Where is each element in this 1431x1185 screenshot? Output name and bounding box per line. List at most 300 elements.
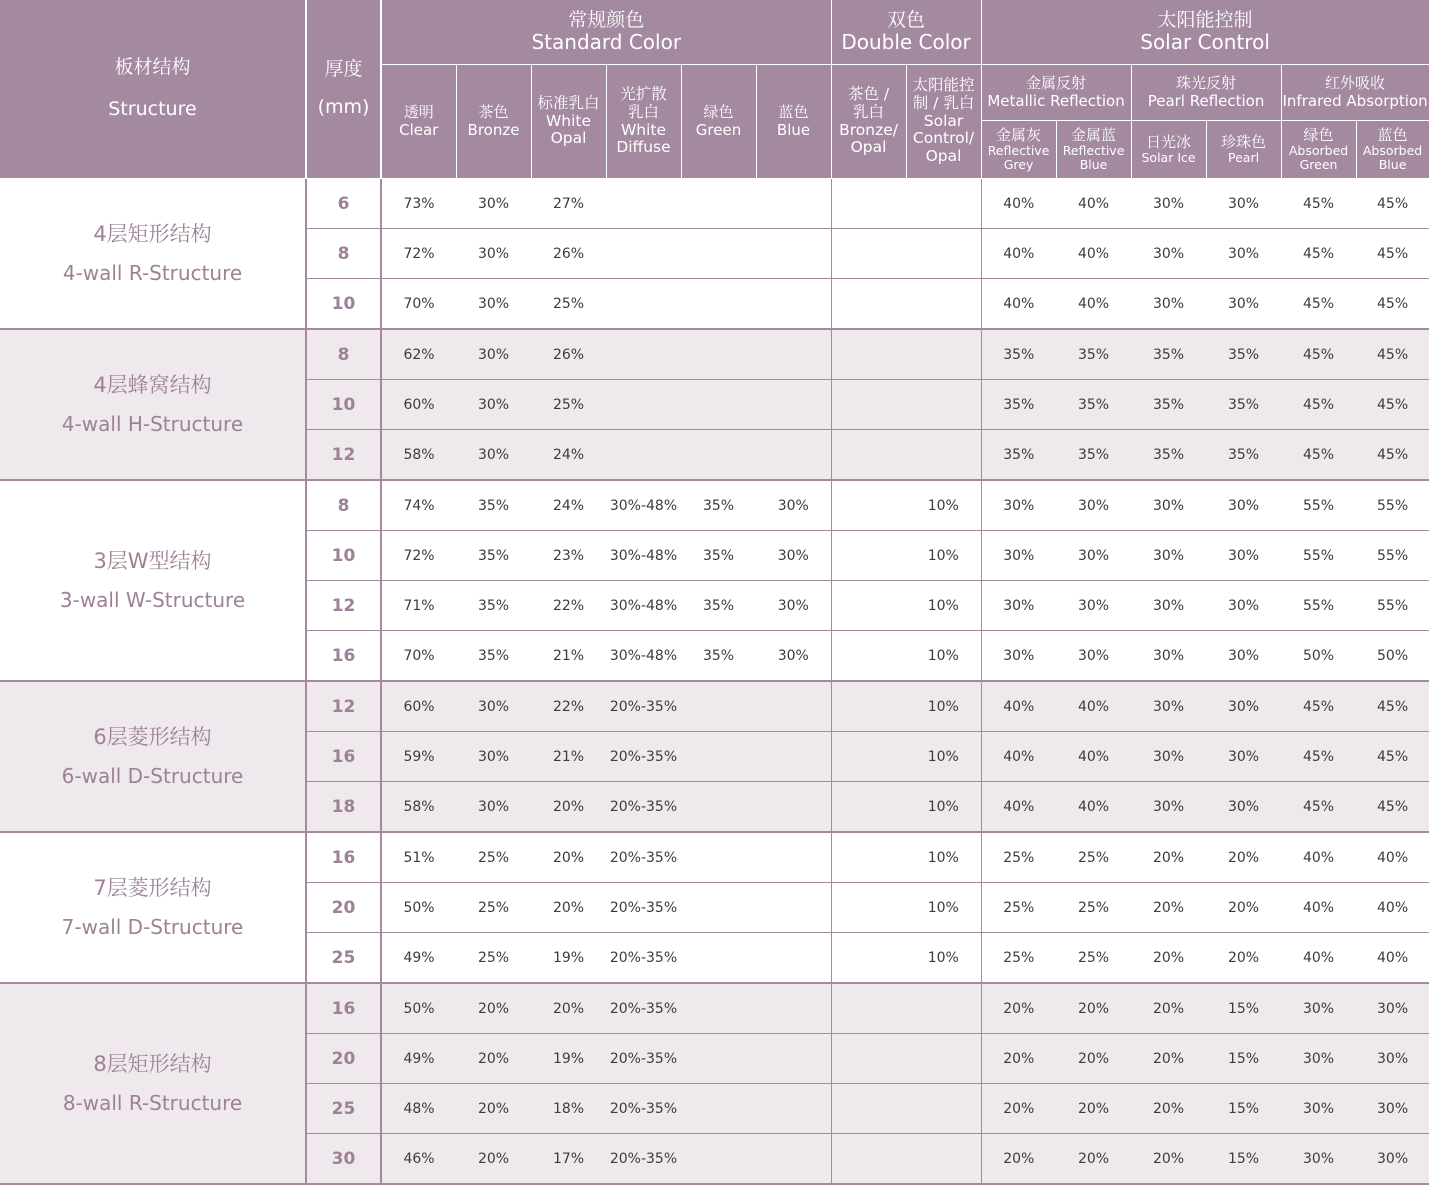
structure-name-cn: 8层矩形结构 <box>93 1051 212 1076</box>
value-cell: 50% <box>381 883 456 933</box>
value-cell: 40% <box>1356 832 1429 883</box>
value-cell: 20% <box>531 983 606 1034</box>
value-cell: 74% <box>381 480 456 531</box>
value-cell <box>831 883 906 933</box>
value-cell: 35% <box>1131 430 1206 481</box>
value-cell: 25% <box>456 883 531 933</box>
value-cell: 30% <box>1281 1034 1356 1084</box>
value-cell: 10% <box>906 631 981 682</box>
value-cell: 59% <box>381 732 456 782</box>
value-cell: 40% <box>1281 933 1356 984</box>
value-cell: 30% <box>981 531 1056 581</box>
value-cell <box>906 279 981 330</box>
value-cell: 25% <box>1056 933 1131 984</box>
value-cell: 35% <box>1206 430 1281 481</box>
value-cell: 40% <box>1056 179 1131 229</box>
value-cell: 30%-48% <box>606 631 681 682</box>
value-cell <box>756 1134 831 1185</box>
value-cell: 10% <box>906 581 981 631</box>
value-cell: 30% <box>981 631 1056 682</box>
double-color-header: 双色 Double Color <box>831 0 981 65</box>
value-cell: 20%-35% <box>606 1084 681 1134</box>
value-cell: 45% <box>1281 782 1356 833</box>
value-cell: 20% <box>981 1134 1056 1185</box>
value-cell <box>606 329 681 380</box>
value-cell: 58% <box>381 430 456 481</box>
thickness-cell: 8 <box>306 229 381 279</box>
value-cell: 30% <box>1206 681 1281 732</box>
value-cell <box>756 832 831 883</box>
value-cell <box>681 380 756 430</box>
value-cell: 20%-35% <box>606 832 681 883</box>
col-solar-ice-header: 日光冰 Solar Ice <box>1131 121 1206 179</box>
value-cell: 26% <box>531 329 606 380</box>
value-cell: 45% <box>1281 681 1356 732</box>
value-cell: 30% <box>756 531 831 581</box>
thickness-cell: 30 <box>306 1134 381 1185</box>
value-cell: 30% <box>456 681 531 732</box>
value-cell: 45% <box>1281 732 1356 782</box>
value-cell: 25% <box>531 279 606 330</box>
value-cell: 20% <box>1131 983 1206 1034</box>
pearl-reflection-header: 珠光反射 Pearl Reflection <box>1131 65 1281 121</box>
value-cell: 20%-35% <box>606 1134 681 1185</box>
value-cell <box>681 681 756 732</box>
value-cell <box>831 832 906 883</box>
value-cell: 35% <box>981 329 1056 380</box>
value-cell <box>831 531 906 581</box>
value-cell: 20%-35% <box>606 782 681 833</box>
col-absorbed-blue-header: 蓝色 Absorbed Blue <box>1356 121 1429 179</box>
value-cell: 30% <box>456 279 531 330</box>
value-cell: 45% <box>1356 430 1429 481</box>
thickness-cell: 16 <box>306 983 381 1034</box>
value-cell: 30% <box>1356 1034 1429 1084</box>
value-cell: 30% <box>1206 732 1281 782</box>
value-cell <box>681 229 756 279</box>
value-cell <box>756 179 831 229</box>
thickness-cell: 8 <box>306 480 381 531</box>
value-cell: 45% <box>1281 430 1356 481</box>
thickness-cell: 12 <box>306 430 381 481</box>
value-cell: 50% <box>1281 631 1356 682</box>
value-cell <box>606 279 681 330</box>
col-blue-header: 蓝色 Blue <box>756 65 831 179</box>
value-cell: 18% <box>531 1084 606 1134</box>
value-cell: 24% <box>531 430 606 481</box>
value-cell: 20% <box>1056 983 1131 1034</box>
value-cell: 30% <box>756 631 831 682</box>
value-cell <box>681 1134 756 1185</box>
value-cell: 71% <box>381 581 456 631</box>
value-cell: 20% <box>456 1034 531 1084</box>
thickness-cell: 20 <box>306 1034 381 1084</box>
value-cell: 30% <box>1356 1134 1429 1185</box>
value-cell: 25% <box>1056 883 1131 933</box>
value-cell: 30%-48% <box>606 480 681 531</box>
value-cell: 20% <box>1131 883 1206 933</box>
value-cell: 30% <box>456 329 531 380</box>
value-cell: 30% <box>1131 681 1206 732</box>
value-cell: 21% <box>531 631 606 682</box>
table-row <box>0 832 1429 883</box>
value-cell: 25% <box>981 832 1056 883</box>
value-cell: 45% <box>1356 179 1429 229</box>
table-row <box>0 480 1429 531</box>
value-cell <box>756 983 831 1034</box>
structure-name-en: 4-wall R-Structure <box>62 261 243 286</box>
value-cell: 40% <box>1281 883 1356 933</box>
value-cell: 35% <box>1131 380 1206 430</box>
value-cell: 72% <box>381 531 456 581</box>
value-cell: 55% <box>1356 581 1429 631</box>
value-cell <box>606 430 681 481</box>
value-cell: 30%-48% <box>606 531 681 581</box>
value-cell: 60% <box>381 681 456 732</box>
value-cell <box>906 179 981 229</box>
value-cell: 73% <box>381 179 456 229</box>
value-cell: 55% <box>1356 480 1429 531</box>
value-cell: 21% <box>531 732 606 782</box>
value-cell <box>681 983 756 1034</box>
value-cell: 30% <box>1131 581 1206 631</box>
value-cell: 62% <box>381 329 456 380</box>
value-cell: 40% <box>1356 883 1429 933</box>
value-cell: 58% <box>381 782 456 833</box>
value-cell: 40% <box>1356 933 1429 984</box>
value-cell: 40% <box>981 681 1056 732</box>
thickness-cell: 6 <box>306 179 381 229</box>
structure-name-cn: 7层菱形结构 <box>93 875 212 900</box>
value-cell <box>906 1034 981 1084</box>
value-cell: 35% <box>456 631 531 682</box>
value-cell: 55% <box>1281 480 1356 531</box>
structure-header: 板材结构 Structure <box>0 0 306 179</box>
thickness-cell: 10 <box>306 380 381 430</box>
thickness-cell: 10 <box>306 531 381 581</box>
value-cell: 40% <box>1056 732 1131 782</box>
value-cell: 40% <box>1056 229 1131 279</box>
value-cell: 30% <box>1356 983 1429 1034</box>
col-reflective-blue-header: 金属蓝 Reflective Blue <box>1056 121 1131 179</box>
value-cell: 20% <box>1131 832 1206 883</box>
thickness-cell: 25 <box>306 933 381 984</box>
value-cell: 30% <box>1056 631 1131 682</box>
table-row <box>0 329 1429 380</box>
value-cell <box>831 1084 906 1134</box>
infrared-absorption-header: 红外吸收 Infrared Absorption <box>1281 65 1429 121</box>
value-cell <box>756 380 831 430</box>
value-cell: 30%-48% <box>606 581 681 631</box>
value-cell: 27% <box>531 179 606 229</box>
value-cell: 30% <box>1206 229 1281 279</box>
value-cell: 40% <box>981 229 1056 279</box>
value-cell: 40% <box>981 179 1056 229</box>
value-cell: 20% <box>1131 933 1206 984</box>
value-cell: 10% <box>906 782 981 833</box>
value-cell: 35% <box>1056 329 1131 380</box>
value-cell: 30% <box>981 581 1056 631</box>
value-cell: 30% <box>1206 782 1281 833</box>
value-cell: 30% <box>1131 279 1206 330</box>
value-cell: 45% <box>1281 229 1356 279</box>
value-cell: 30% <box>756 581 831 631</box>
value-cell: 35% <box>456 480 531 531</box>
value-cell: 35% <box>981 430 1056 481</box>
value-cell: 35% <box>456 581 531 631</box>
value-cell <box>831 681 906 732</box>
value-cell: 50% <box>381 983 456 1034</box>
value-cell: 45% <box>1356 229 1429 279</box>
value-cell: 20%-35% <box>606 933 681 984</box>
value-cell <box>756 329 831 380</box>
value-cell: 30% <box>1206 179 1281 229</box>
value-cell <box>831 380 906 430</box>
value-cell: 15% <box>1206 1134 1281 1185</box>
value-cell: 45% <box>1281 179 1356 229</box>
value-cell: 20% <box>456 1084 531 1134</box>
value-cell: 55% <box>1281 581 1356 631</box>
value-cell: 30% <box>1356 1084 1429 1134</box>
value-cell: 10% <box>906 732 981 782</box>
value-cell: 17% <box>531 1134 606 1185</box>
structure-name-en: 6-wall D-Structure <box>61 764 244 789</box>
value-cell: 24% <box>531 480 606 531</box>
col-clear-header: 透明 Clear <box>381 65 456 179</box>
value-cell: 45% <box>1356 279 1429 330</box>
value-cell: 46% <box>381 1134 456 1185</box>
value-cell: 25% <box>456 832 531 883</box>
structure-name <box>0 179 306 330</box>
value-cell: 45% <box>1281 329 1356 380</box>
value-cell <box>756 933 831 984</box>
value-cell: 45% <box>1356 782 1429 833</box>
value-cell: 20% <box>456 983 531 1034</box>
value-cell <box>831 480 906 531</box>
value-cell: 30% <box>1056 531 1131 581</box>
value-cell: 35% <box>1056 380 1131 430</box>
value-cell <box>831 581 906 631</box>
value-cell <box>831 179 906 229</box>
value-cell: 40% <box>981 732 1056 782</box>
value-cell: 20%-35% <box>606 883 681 933</box>
value-cell <box>756 279 831 330</box>
value-cell <box>756 732 831 782</box>
value-cell <box>831 631 906 682</box>
value-cell: 35% <box>1206 380 1281 430</box>
value-cell: 25% <box>981 883 1056 933</box>
metallic-reflection-header: 金属反射 Metallic Reflection <box>981 65 1131 121</box>
col-reflective-grey-header: 金属灰 Reflective Grey <box>981 121 1056 179</box>
value-cell: 30% <box>756 480 831 531</box>
value-cell: 40% <box>1056 782 1131 833</box>
value-cell <box>606 229 681 279</box>
value-cell <box>681 1034 756 1084</box>
structure-name <box>0 480 306 681</box>
value-cell: 45% <box>1281 279 1356 330</box>
value-cell <box>681 832 756 883</box>
value-cell <box>606 179 681 229</box>
value-cell: 30% <box>1131 229 1206 279</box>
value-cell <box>906 1134 981 1185</box>
value-cell: 30% <box>456 229 531 279</box>
value-cell: 70% <box>381 631 456 682</box>
value-cell: 30% <box>1281 1084 1356 1134</box>
value-cell: 35% <box>681 531 756 581</box>
thickness-cell: 16 <box>306 631 381 682</box>
value-cell: 20% <box>531 832 606 883</box>
structure-name-en: 7-wall D-Structure <box>61 915 244 940</box>
value-cell: 40% <box>981 279 1056 330</box>
value-cell: 40% <box>1056 681 1131 732</box>
value-cell: 30% <box>1131 480 1206 531</box>
value-cell: 22% <box>531 581 606 631</box>
value-cell <box>681 732 756 782</box>
value-cell <box>681 279 756 330</box>
value-cell: 30% <box>456 179 531 229</box>
value-cell: 30% <box>1206 480 1281 531</box>
value-cell: 35% <box>1056 430 1131 481</box>
structure-group <box>0 179 1429 330</box>
value-cell: 25% <box>981 933 1056 984</box>
value-cell: 20% <box>1056 1084 1131 1134</box>
solar-control-header: 太阳能控制 Solar Control <box>981 0 1429 65</box>
thickness-cell: 12 <box>306 581 381 631</box>
value-cell <box>831 1134 906 1185</box>
value-cell: 49% <box>381 1034 456 1084</box>
value-cell: 23% <box>531 531 606 581</box>
value-cell <box>831 430 906 481</box>
col-solar-opal-header: 太阳能控 制 / 乳白 Solar Control/ Opal <box>906 65 981 179</box>
value-cell: 30% <box>981 480 1056 531</box>
value-cell: 30% <box>1281 983 1356 1034</box>
value-cell: 55% <box>1356 531 1429 581</box>
thickness-cell: 16 <box>306 832 381 883</box>
value-cell <box>831 229 906 279</box>
structure-name <box>0 681 306 832</box>
value-cell: 20% <box>456 1134 531 1185</box>
thickness-cell: 16 <box>306 732 381 782</box>
value-cell: 19% <box>531 1034 606 1084</box>
thickness-cell: 18 <box>306 782 381 833</box>
value-cell: 30% <box>1056 581 1131 631</box>
table-row <box>0 983 1429 1034</box>
value-cell: 40% <box>1056 279 1131 330</box>
value-cell: 20% <box>1206 832 1281 883</box>
structure-name <box>0 983 306 1184</box>
value-cell <box>831 933 906 984</box>
value-cell: 45% <box>1356 329 1429 380</box>
structure-name-cn: 4层矩形结构 <box>93 221 212 246</box>
value-cell <box>681 329 756 380</box>
value-cell: 30% <box>1206 279 1281 330</box>
value-cell <box>606 380 681 430</box>
value-cell: 30% <box>1281 1134 1356 1185</box>
value-cell: 20% <box>1056 1134 1131 1185</box>
value-cell: 35% <box>981 380 1056 430</box>
value-cell <box>756 229 831 279</box>
table-row <box>0 681 1429 732</box>
value-cell: 40% <box>981 782 1056 833</box>
value-cell: 10% <box>906 933 981 984</box>
value-cell <box>906 380 981 430</box>
value-cell <box>756 1034 831 1084</box>
value-cell: 45% <box>1356 732 1429 782</box>
structure-group <box>0 983 1429 1184</box>
value-cell: 30% <box>1206 531 1281 581</box>
value-cell: 19% <box>531 933 606 984</box>
value-cell: 30% <box>456 430 531 481</box>
value-cell: 45% <box>1356 380 1429 430</box>
value-cell: 35% <box>681 581 756 631</box>
value-cell: 51% <box>381 832 456 883</box>
value-cell <box>831 732 906 782</box>
value-cell: 20% <box>1131 1084 1206 1134</box>
col-green-header: 绿色 Green <box>681 65 756 179</box>
value-cell <box>906 229 981 279</box>
value-cell: 10% <box>906 480 981 531</box>
value-cell: 15% <box>1206 1034 1281 1084</box>
value-cell: 20%-35% <box>606 1034 681 1084</box>
value-cell: 48% <box>381 1084 456 1134</box>
col-pearl-header: 珍珠色 Pearl <box>1206 121 1281 179</box>
value-cell: 20% <box>981 1034 1056 1084</box>
value-cell: 30% <box>1131 782 1206 833</box>
col-bronze-header: 茶色 Bronze <box>456 65 531 179</box>
value-cell: 20% <box>531 782 606 833</box>
thickness-cell: 25 <box>306 1084 381 1134</box>
value-cell: 22% <box>531 681 606 732</box>
value-cell: 55% <box>1281 531 1356 581</box>
value-cell: 25% <box>456 933 531 984</box>
value-cell <box>831 1034 906 1084</box>
value-cell <box>831 329 906 380</box>
value-cell: 35% <box>1131 329 1206 380</box>
value-cell: 20%-35% <box>606 681 681 732</box>
table-header <box>0 0 1429 179</box>
value-cell: 72% <box>381 229 456 279</box>
value-cell: 30% <box>1131 531 1206 581</box>
value-cell <box>906 430 981 481</box>
value-cell: 20% <box>1056 1034 1131 1084</box>
value-cell: 15% <box>1206 1084 1281 1134</box>
structure-group <box>0 832 1429 983</box>
value-cell: 10% <box>906 883 981 933</box>
value-cell <box>756 1084 831 1134</box>
value-cell: 20% <box>981 1084 1056 1134</box>
value-cell: 45% <box>1356 681 1429 732</box>
thickness-cell: 8 <box>306 329 381 380</box>
value-cell <box>756 782 831 833</box>
value-cell: 30% <box>1206 631 1281 682</box>
value-cell: 30% <box>1131 631 1206 682</box>
value-cell: 20% <box>1131 1034 1206 1084</box>
value-cell: 20%-35% <box>606 983 681 1034</box>
value-cell <box>681 933 756 984</box>
value-cell <box>681 179 756 229</box>
value-cell: 10% <box>906 832 981 883</box>
table-row <box>0 179 1429 229</box>
value-cell <box>681 883 756 933</box>
value-cell: 20% <box>1206 883 1281 933</box>
value-cell: 50% <box>1356 631 1429 682</box>
value-cell <box>906 329 981 380</box>
thickness-cell: 10 <box>306 279 381 330</box>
value-cell <box>831 279 906 330</box>
value-cell: 35% <box>681 480 756 531</box>
value-cell <box>831 782 906 833</box>
value-cell <box>831 983 906 1034</box>
